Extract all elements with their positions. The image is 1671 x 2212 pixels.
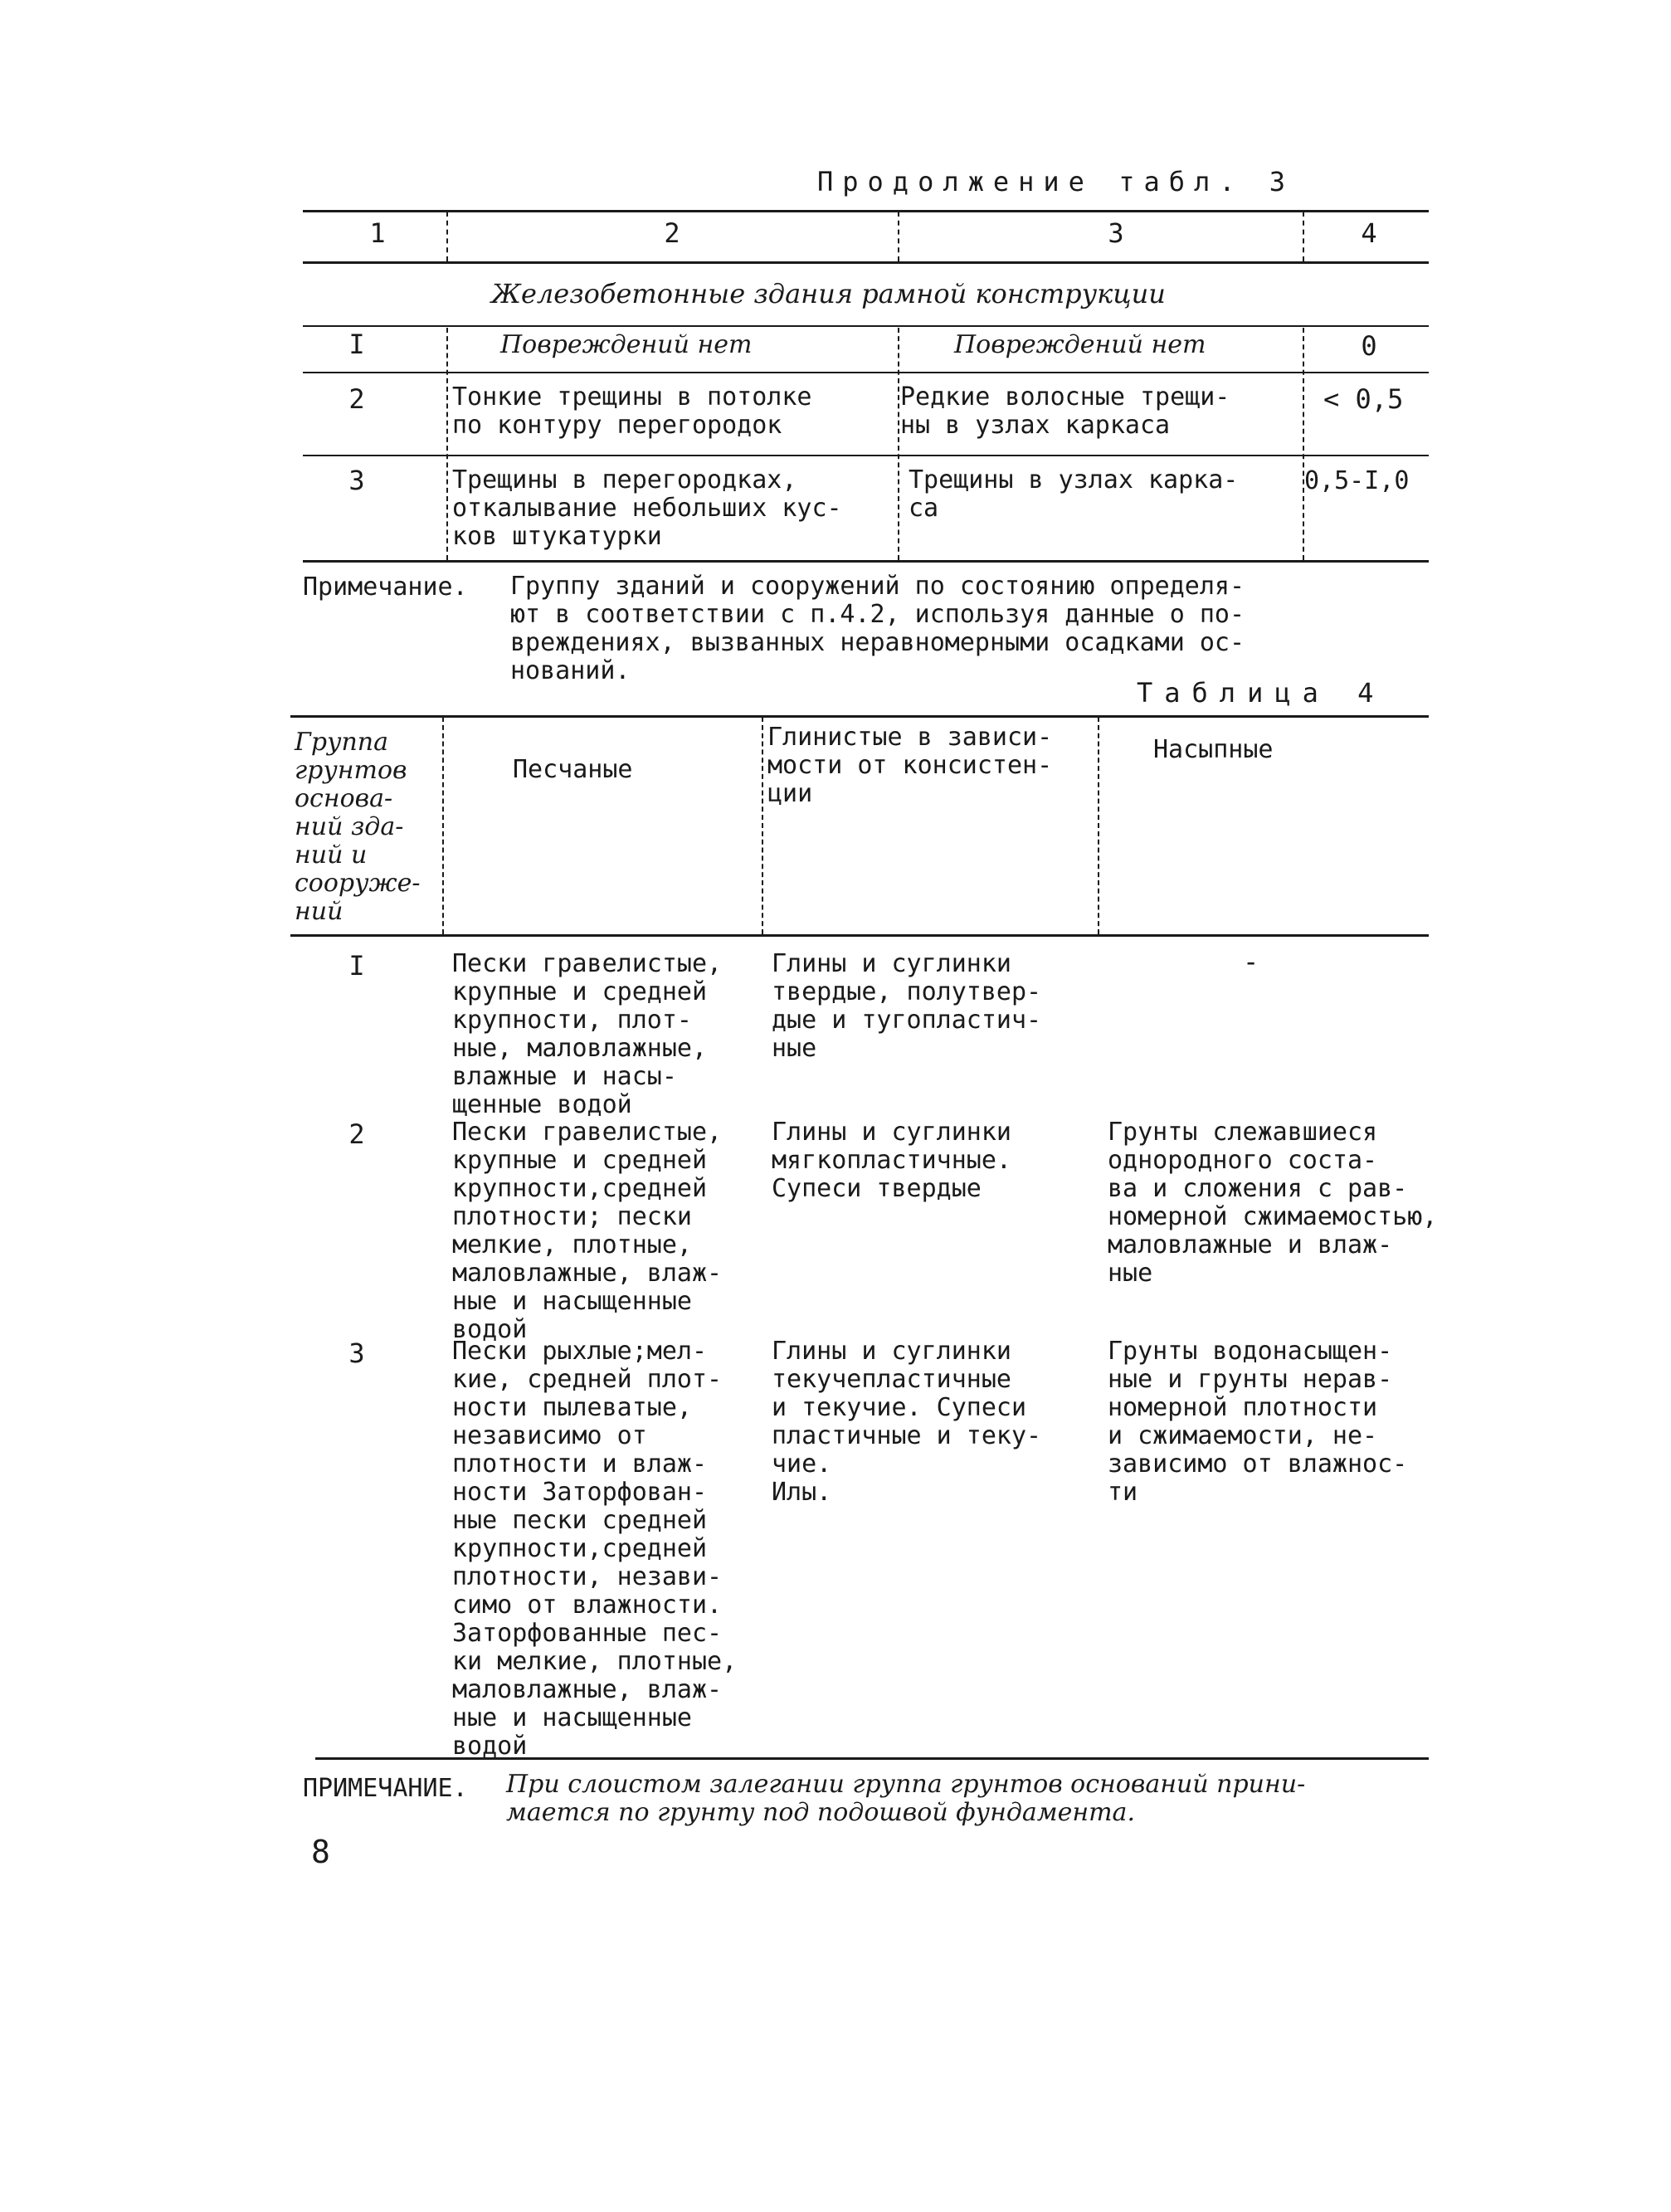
t4-bottom-rule (315, 1757, 1429, 1760)
t3-row2-col4: < 0,5 (1323, 383, 1404, 415)
t4-header-clay: Глинистые в зависи- мости от консистен- ции (767, 723, 1053, 808)
t4-note-label: ПРИМЕЧАНИЕ. (303, 1774, 468, 1803)
table3-caption: Продолжение табл. 3 (817, 166, 1295, 197)
t3-section-title: Железобетонные здания рамной конструкции (491, 278, 1166, 309)
t4-row1-group: I (348, 950, 365, 982)
t3-vsep-1b (446, 328, 448, 560)
t4-row2-group: 2 (348, 1118, 365, 1150)
t3-header-top-rule (303, 210, 1429, 212)
t4-row3-group: 3 (348, 1337, 365, 1369)
t4-vsep-1 (442, 717, 444, 934)
t3-row2-col3: Редкие волосные трещи- ны в узлах каркаса (900, 382, 1230, 440)
t4-header-sand: Песчаные (513, 755, 633, 784)
t3-row2-rule (303, 455, 1429, 456)
t4-row2-clay: Глины и суглинки мягкопластичные. Супеси твердые (772, 1118, 1011, 1203)
t4-row1-clay: Глины и суглинки твердые, полутвер- дые и тугопластич- ные (772, 949, 1042, 1063)
t3-row1-col4: 0 (1361, 330, 1377, 362)
t4-row3-sand: Пески рыхлые;мел- кие, средней плот- ности пылеватые, независимо от плотности и влаж- ности Заторфован- ные пески средней крупности,средней плотности, незави- симо от влажности. Заторфованные пес- ки мелкие, плотные, маловлажные, влаж- ные и насыщенные водой (452, 1337, 738, 1761)
t3-col-header-2: 2 (664, 217, 680, 249)
t3-col-header-4: 4 (1361, 217, 1377, 249)
t4-row3-fill: Грунты водонасыщен- ные и грунты нерав- номерной плотности и сжимаемости, не- зависимо от влажнос- ти (1108, 1337, 1408, 1507)
t3-vsep-1 (446, 212, 448, 261)
t3-vsep-3 (1303, 212, 1304, 261)
t4-header-group: Группа грунтов основа- ний зда- ний и сооруже- ний (295, 728, 421, 926)
t4-row3-clay: Глины и суглинки текучепластичные и текучие. Супеси пластичные и теку- чие. Илы. (772, 1337, 1042, 1507)
t3-bottom-rule (303, 560, 1429, 563)
t3-row2-col2: Тонкие трещины в потолке по контуру перегородок (452, 382, 812, 440)
t3-header-bottom-rule (303, 261, 1429, 264)
t3-row1-rule (303, 372, 1429, 373)
t4-header-bottom-rule (290, 934, 1429, 937)
t3-row1-col3: Повреждений нет (954, 330, 1206, 359)
t3-row2-group: 2 (348, 383, 365, 415)
t3-vsep-2 (898, 212, 899, 261)
t4-row1-sand: Пески гравелистые, крупные и средней крупности, плот- ные, маловлажные, влажные и насы- щенные водой (452, 949, 723, 1119)
t3-row3-col4: 0,5-I,0 (1304, 466, 1410, 495)
t4-row1-fill: - (1243, 946, 1259, 977)
page-number: 8 (311, 1834, 330, 1870)
t3-row3-col2: Трещины в перегородках, откалывание небольших кус- ков штукатурки (452, 465, 842, 551)
t4-top-rule (290, 715, 1429, 718)
t3-row1-col2: Повреждений нет (500, 330, 753, 359)
t3-vsep-3b (1303, 328, 1304, 560)
t3-section-rule (303, 325, 1429, 327)
t3-row1-group: I (348, 329, 365, 360)
t3-note-text: Группу зданий и сооружений по состоянию определя- ют в соответствии с п.4.2, используя данные о по- вреждениях, вызванных неравномерными осадками ос- нований. (510, 572, 1245, 685)
t4-vsep-2 (762, 717, 763, 934)
t3-vsep-2b (898, 328, 899, 560)
table4-caption: Таблица 4 (1137, 677, 1386, 709)
t3-note-label: Примечание. (303, 572, 468, 602)
t4-note-text: При слоистом залегании группа грунтов оснований прини- мается по грунту под подошвой фундамента. (506, 1770, 1306, 1827)
t4-row2-fill: Грунты слежавшиеся однородного соста- ва и сложения с рав- номерной сжимаемостью, маловлажные и влаж- ные (1108, 1118, 1438, 1288)
t4-row2-sand: Пески гравелистые, крупные и средней крупности,средней плотности; пески мелкие, плотные, маловлажные, влаж- ные и насыщенные водой (452, 1118, 723, 1344)
t3-row3-group: 3 (348, 465, 365, 496)
t3-col-header-3: 3 (1108, 217, 1124, 249)
t3-row3-col3: Трещины в узлах карка- са (909, 465, 1239, 523)
t3-col-header-1: 1 (369, 217, 386, 249)
t4-vsep-3 (1098, 717, 1099, 934)
t4-header-fill: Насыпные (1153, 735, 1274, 764)
